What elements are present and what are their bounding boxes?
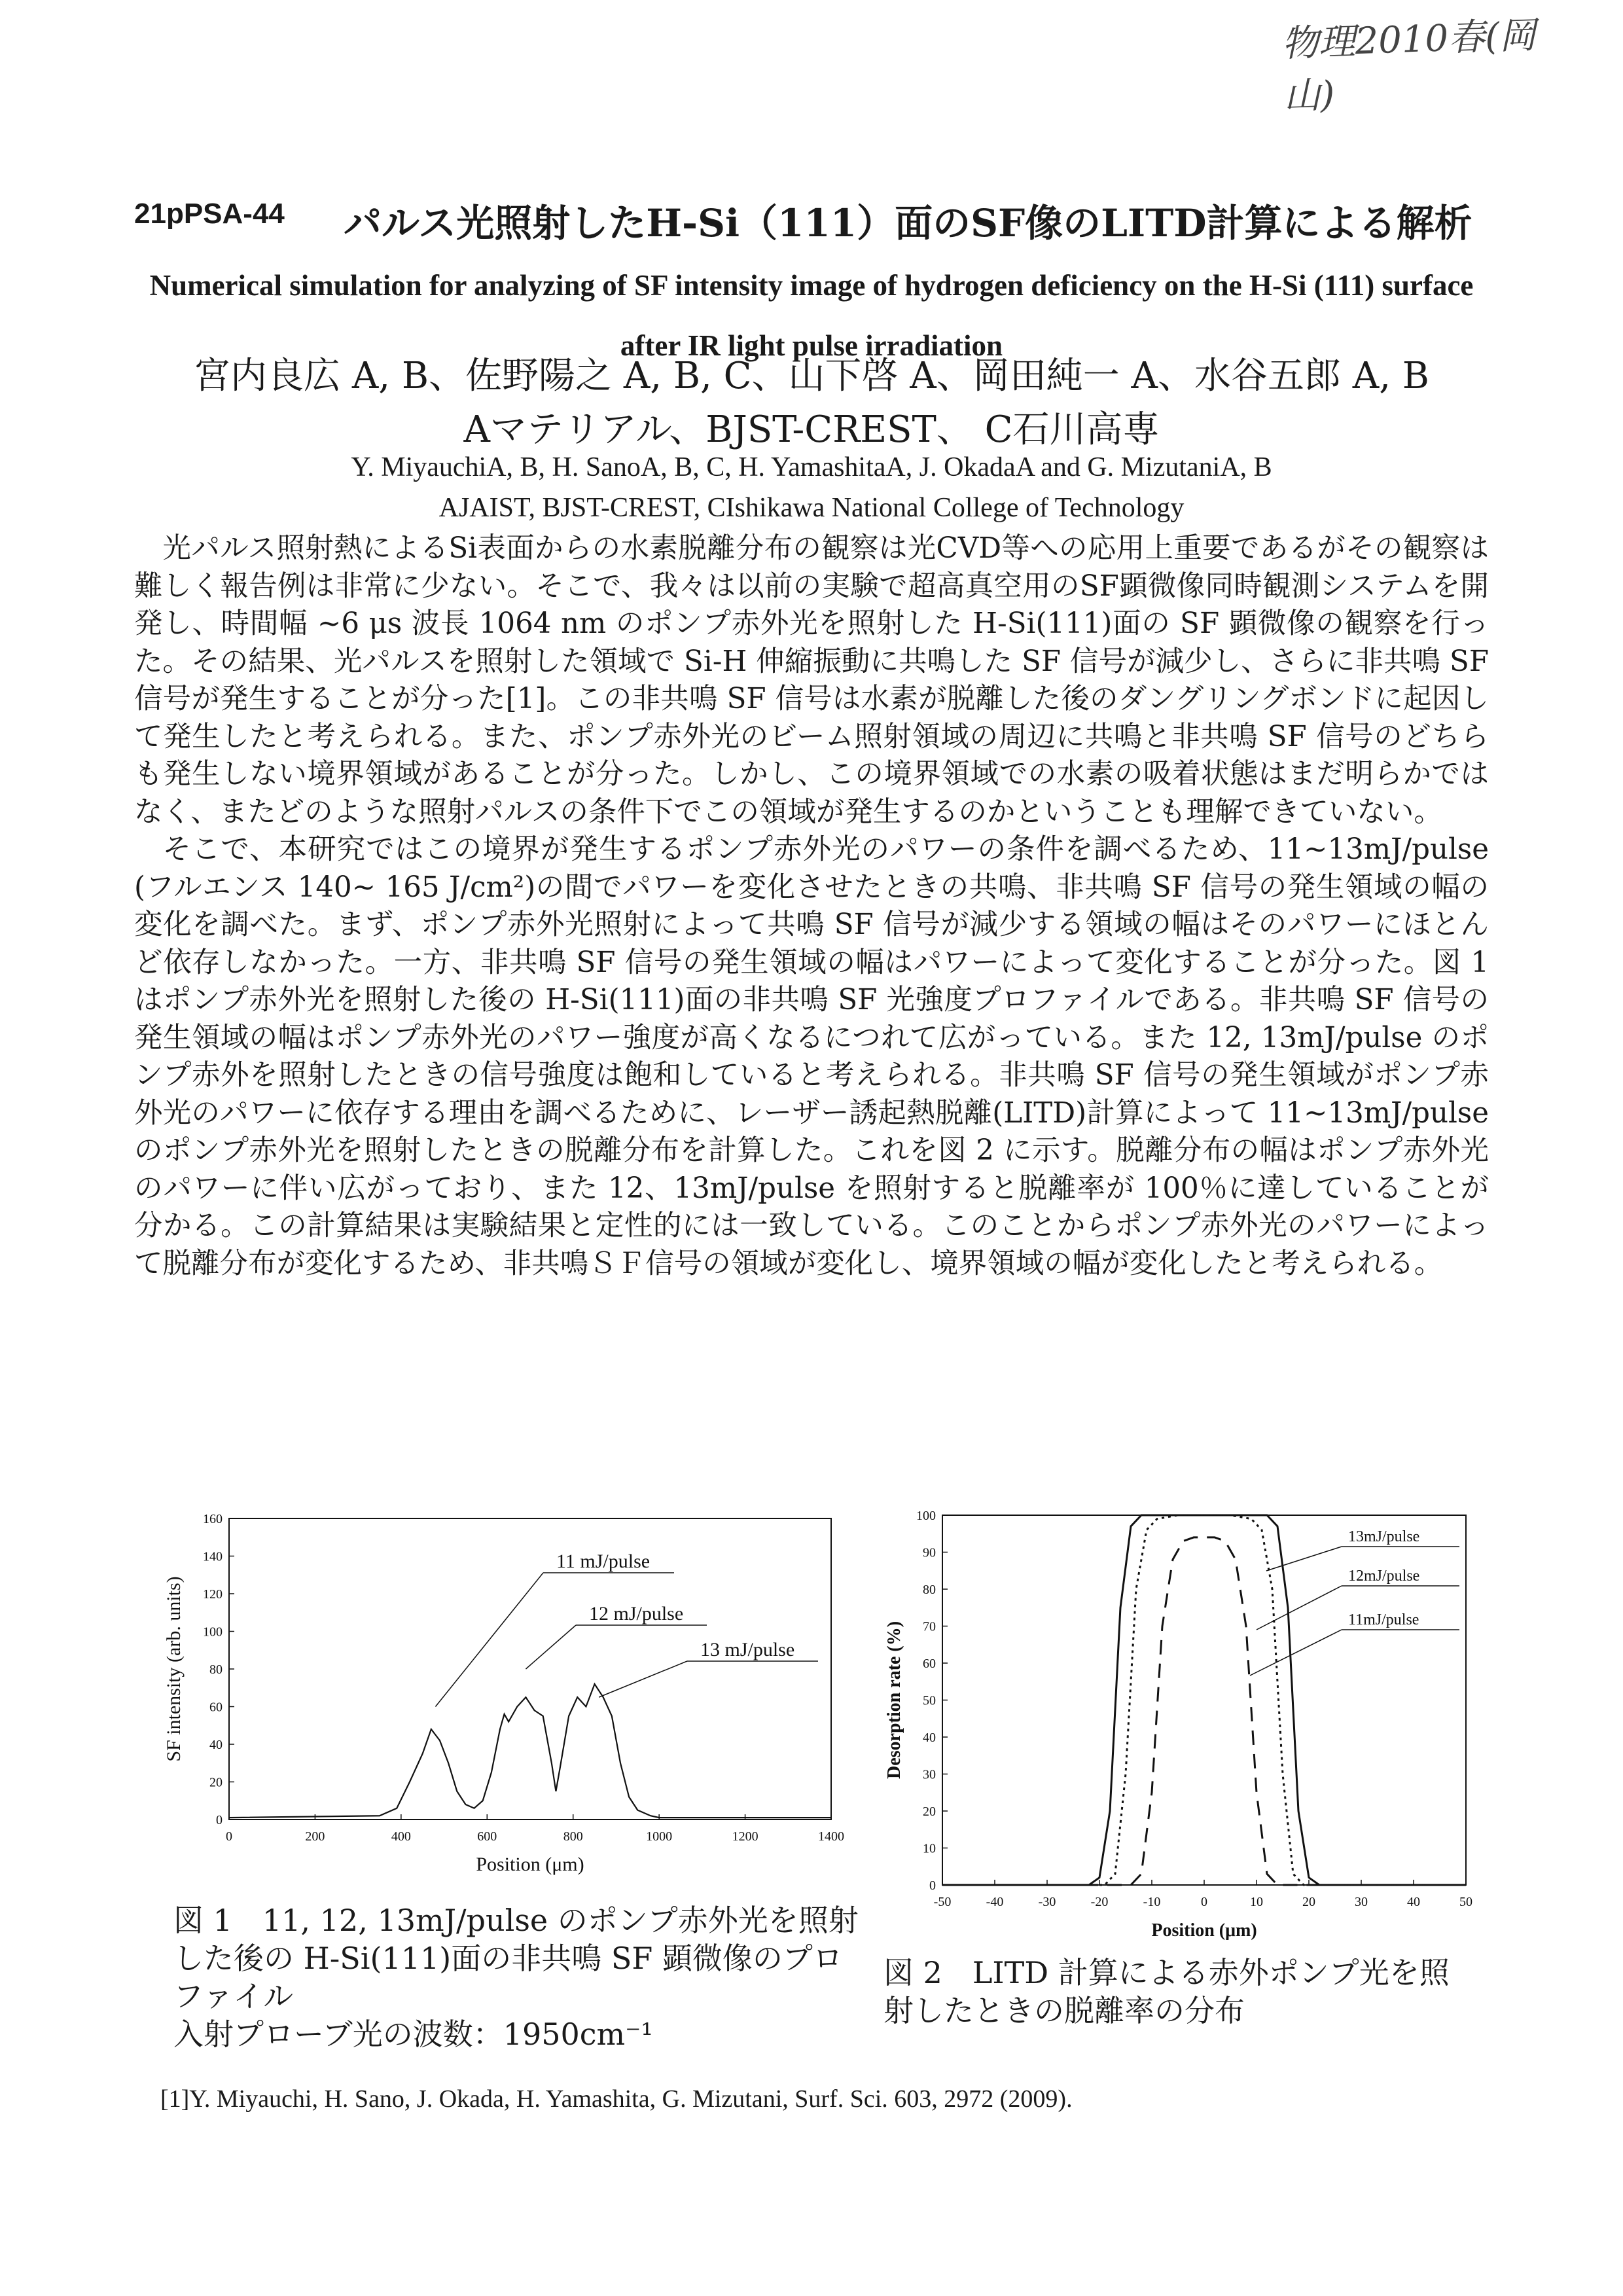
figure-1-caption-line: した後の H-Si(111)面の非共鳴 SF 顕微像のプロ [173,1941,843,1976]
y-tick-label: 40 [209,1738,223,1752]
series-line-1 [229,1684,831,1818]
x-tick-label: -20 [1090,1895,1109,1909]
x-tick-label: 400 [391,1829,411,1844]
affiliations-jp: Aマテリアル、BJST-CREST、 C石川高専 [463,408,1160,451]
annotation-label: 13 mJ/pulse [700,1639,795,1660]
paragraph-1: 光パルス照射熱によるSi表面からの水素脱離分布の観察は光CVD等への応用上重要であるがその観察は難しく報告例は非常に少ない。そこで、我々は以前の実験で超高真空用のSF顕微像同時観測システムを開発し、時間幅 ~6 μs 波長 1064 nm のポンプ赤外光を照射した H-Si(111)面の SF 顕微像の観察を行った。その結果、光パルスを照射した領域で Si-H 伸縮振動に共鳴した SF 信号が減少し、さらに非共鳴 SF 信号が発生することが分った[1]。この非共鳴 SF 信号は水素が脱離した後のダングリングボンドに起因して発生したと考えられる。また、ポンプ赤外光のビーム照射領域の周辺に共鳴と非共鳴 SF 信号のどちらも発生しない境界領域があることが分った。しかし、この境界領域での水素の吸着状態はまだ明らかではなく、またどのような照射パルスの条件下でこの領域が発生するのかということも理解できていない。 [134,532,1489,829]
x-tick-label: -30 [1038,1895,1056,1909]
x-tick-label: 10 [1250,1895,1263,1909]
y-axis-label: SF intensity (arb. units) [163,1576,185,1762]
x-tick-label: 50 [1459,1895,1472,1909]
y-tick-label: 10 [923,1841,936,1856]
x-tick-label: 40 [1407,1895,1420,1909]
figure-1-caption [173,1901,867,2053]
y-tick-label: 80 [209,1662,223,1677]
legend-label: 13mJ/pulse [1348,1528,1420,1545]
annotation-leader [599,1661,687,1697]
x-tick-label: 600 [477,1829,497,1844]
legend-label: 11mJ/pulse [1348,1611,1419,1628]
y-tick-label: 0 [929,1878,936,1893]
y-tick-label: 140 [203,1549,223,1564]
authors-jp: 宮内良広 A, B、佐野陽之 A, B, C、山下啓 A、岡田純一 A、水谷五郎 A, B [194,355,1429,397]
figure-1-chart [151,1505,870,1892]
y-tick-label: 90 [923,1545,936,1560]
x-tick-label: -10 [1143,1895,1161,1909]
title-jp: パルス光照射したH-Si（111）面のSF像のLITD計算による解析 [344,201,1472,245]
x-tick-label: 20 [1302,1895,1315,1909]
x-tick-label: 800 [563,1829,583,1844]
y-tick-label: 20 [209,1775,223,1790]
legend-leader [1250,1630,1342,1676]
reference: [1]Y. Miyauchi, H. Sano, J. Okada, H. Yamashita, G. Mizutani, Surf. Sci. 603, 2972 (2009). [160,2085,1073,2113]
x-tick-label: 1200 [732,1829,758,1844]
figure-1-caption-line: ファイル [173,1979,294,2014]
y-tick-label: 60 [209,1700,223,1715]
figure-1-caption-line: 入射プローブ光の波数：1950cm⁻¹ [173,2017,653,2052]
title-en: Numerical simulation for analyzing of SF intensity image of hydrogen deficiency on the H-Si (111) surface after IR light pulse irradiation [149,269,1474,362]
y-tick-label: 20 [923,1804,936,1819]
series-line-3 [942,1537,1466,1885]
y-tick-label: 120 [203,1587,223,1602]
figure-2 [870,1499,1492,1944]
figure-1 [151,1505,870,1892]
title-row [134,192,1508,251]
figure-1-caption-line: 図 1 11, 12, 13mJ/pulse のポンプ赤外光を照射 [173,1903,859,1938]
y-axis-label: Desorption rate (%) [884,1621,904,1780]
y-tick-label: 30 [923,1767,936,1782]
legend-label: 12mJ/pulse [1348,1568,1420,1585]
x-tick-label: -40 [986,1895,1004,1909]
y-tick-label: 100 [916,1509,936,1523]
y-tick-label: 100 [203,1624,223,1640]
x-axis-label: Position (μm) [476,1854,584,1875]
x-tick-label: 0 [226,1829,232,1844]
y-tick-label: 80 [923,1583,936,1597]
paragraph-2: そこで、本研究ではこの境界が発生するポンプ赤外光のパワーの条件を調べるため、11~13mJ/pulse (フルエンス 140~ 165 J/cm²)の間でパワーを変化させたときの共鳴、非共鳴 SF 信号の発生領域の幅の変化を調べた。まず、ポンプ赤外光照射によって共鳴 SF 信号が減少する領域の幅はそのパワーにほとんど依存しなかった。一方、非共鳴 SF 信号の発生領域の幅はパワーによって変化することが分った。図 1 はポンプ赤外光を照射した後の H-Si(111)面の非共鳴 SF 光強度プロファイルである。非共鳴 SF 信号の発生領域の幅はポンプ赤外光のパワー強度が高くなるにつれて広がっている。また 12, 13mJ/pulse のポンプ赤外を照射したときの信号強度は飽和していると考えられる。非共鳴 SF 信号の発生領域がポンプ赤外光のパワーに依存する理由を調べるために、レーザー誘起熱脱離(LITD)計算によって 11~13mJ/pulse のポンプ赤外光を照射したときの脱離分布を計算した。これを図 2 に示す。脱離分布の幅はポンプ赤外光のパワーに伴い広がっており、また 12、13mJ/pulse を照射すると脱離率が 100％に達していることが分かる。この計算結果は実験結果と定性的には一致している。このことからポンプ赤外光のパワーによって脱離分布が変化するため、非共鳴ＳＦ信号の領域が変化し、境界領域の幅が変化したと考えられる。 [134,833,1489,1280]
x-tick-label: 0 [1201,1895,1207,1909]
handwritten-note: 物理2010春(岡山) [1281,14,1537,118]
figure-2-chart [870,1499,1492,1944]
y-tick-label: 40 [923,1731,936,1745]
x-tick-label: 200 [305,1829,325,1844]
y-tick-label: 60 [923,1657,936,1671]
annotation-label: 11 mJ/pulse [556,1551,651,1572]
legend-leader [1257,1586,1342,1630]
affiliations-en: AJAIST, BJST-CREST, CIshikawa National College of Technology [438,493,1185,523]
x-tick-label: 1400 [818,1829,844,1844]
x-tick-label: -50 [933,1895,952,1909]
figure-2-caption-line: 図 2 LITD 計算による赤外ポンプ光を照 [883,1955,1450,1990]
figure-2-caption-line: 射したときの脱離率の分布 [883,1993,1245,2028]
annotation-leader [526,1625,576,1669]
x-tick-label: 30 [1355,1895,1368,1909]
annotation-label: 12 mJ/pulse [589,1603,684,1624]
authors-en: Y. MiyauchiA, B, H. SanoA, B, C, H. YamashitaA, J. OkadaA and G. MizutaniA, B [351,452,1272,482]
annotation-leader [435,1573,543,1707]
body-text [134,530,1489,1283]
x-tick-label: 1000 [646,1829,673,1844]
y-tick-label: 70 [923,1619,936,1634]
x-axis-label: Position (μm) [1151,1920,1257,1941]
legend-leader [1266,1547,1342,1571]
plot-frame [229,1518,831,1820]
y-tick-label: 0 [216,1813,223,1827]
y-tick-label: 160 [203,1512,223,1526]
abstract-id: 21pPSA-44 [134,198,285,230]
figure-2-caption [883,1954,1499,2030]
y-tick-label: 50 [923,1693,936,1708]
